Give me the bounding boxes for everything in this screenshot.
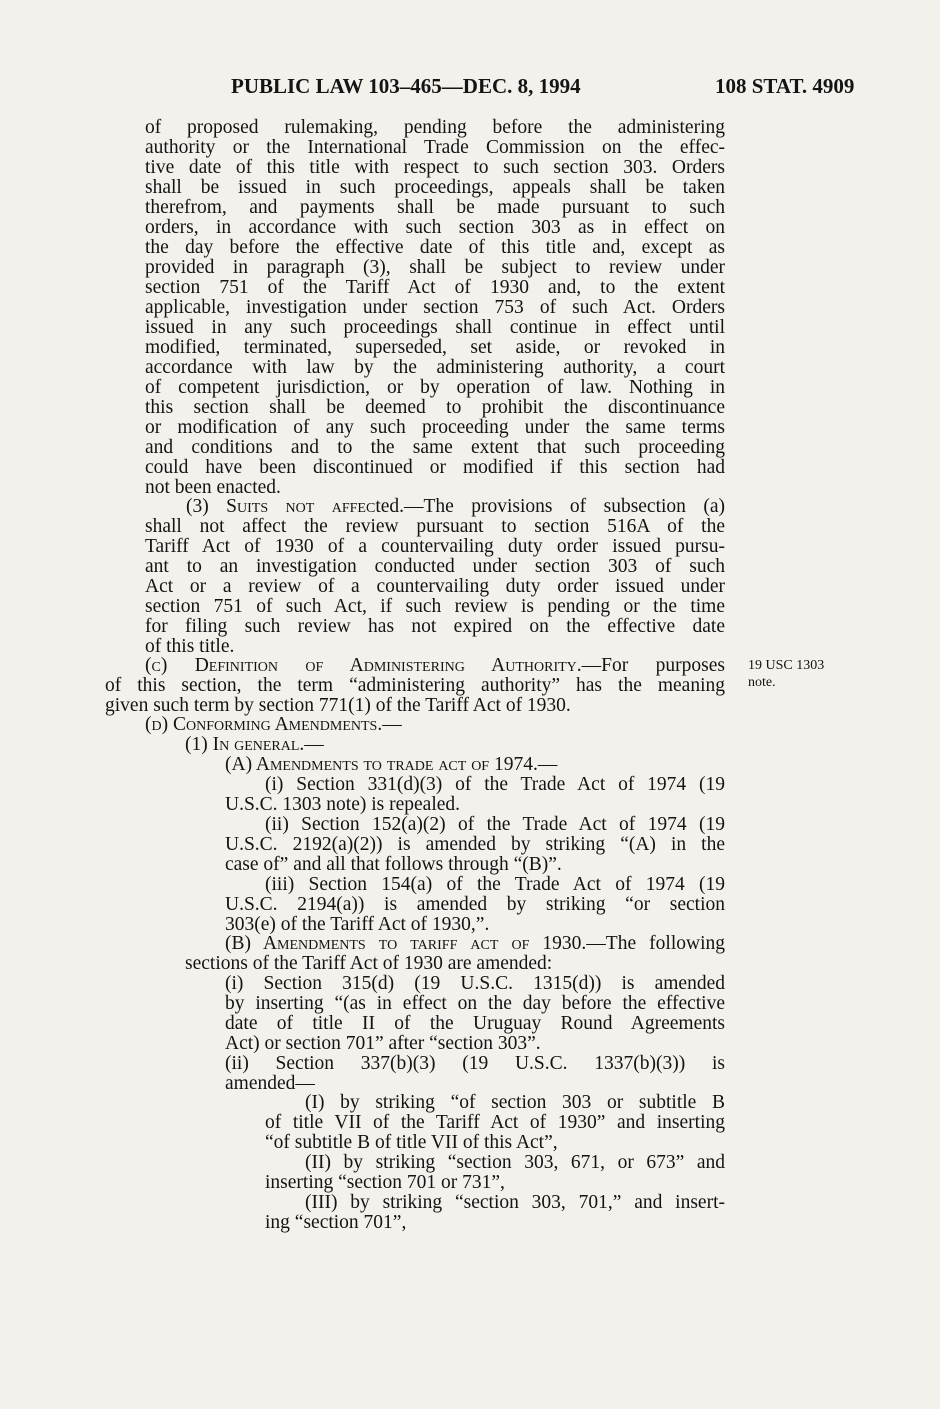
line-text: U.S.C. 2194(a)) is amended by striking “or section: [225, 894, 725, 915]
line-text: [185, 735, 324, 755]
line-text: “of subtitle B of title VII of this Act”,: [265, 1132, 558, 1153]
line-text: of competent jurisdiction, or by operation of law. Nothing in: [145, 377, 725, 398]
line-text: tive date of this title with respect to such section 303. Orders: [145, 157, 725, 178]
line-text: Tariff Act of 1930 of a countervailing duty order issued pursu-: [145, 536, 725, 557]
line-text: could have been discontinued or modified if this section had: [145, 457, 725, 478]
body-line: [105, 994, 725, 1014]
line-text: issued in any such proceedings shall continue in effect until: [145, 317, 725, 338]
body-line: [105, 1153, 725, 1173]
body-line: [105, 597, 725, 617]
body-line: [105, 835, 725, 855]
line-text: of title VII of the Tariff Act of 1930” and inserting: [265, 1112, 725, 1133]
body-line: [105, 1213, 725, 1233]
body-line: [105, 775, 725, 795]
line-text: applicable, investigation under section 753 of such Act. Orders: [145, 297, 725, 318]
subsection-c-definition: [105, 656, 725, 676]
line-text: [145, 715, 402, 735]
body-line: [105, 577, 725, 597]
body-line: [105, 637, 725, 657]
body-line: [105, 875, 725, 895]
body-line: [105, 158, 725, 178]
line-text: the day before the effective date of this title and, except as: [145, 237, 725, 258]
body-line: [105, 795, 725, 815]
line-text: by inserting “(as in effect on the day before the effective: [225, 993, 725, 1014]
body-line: [105, 1113, 725, 1133]
subsection-d-conforming-amendments: [105, 715, 725, 735]
body-line: [105, 1093, 725, 1113]
heading-caption: (B) Amendments to tariff act of 1930.—: [225, 933, 606, 954]
body-line: [105, 398, 725, 418]
line-text: U.S.C. 2192(a)(2)) is amended by striking “(A) in the: [225, 834, 725, 855]
line-text: provided in paragraph (3), shall be subject to review under: [145, 257, 725, 278]
line-text: ant to an investigation conducted under section 303 of such: [145, 556, 725, 577]
body-line: [105, 218, 725, 238]
body-line: [105, 676, 725, 696]
line-text: modified, terminated, superseded, set aside, or revoked in: [145, 337, 725, 358]
body-line: [105, 537, 725, 557]
body-line: [105, 915, 725, 935]
body-line: [105, 318, 725, 338]
line-text: for filing such review has not expired on the effective date: [145, 616, 725, 637]
body-line: [105, 1193, 725, 1213]
heading-caption: (1) In general.—: [185, 734, 324, 755]
line-text: orders, in accordance with such section 303 as in effect on: [145, 217, 725, 238]
body-line: [105, 815, 725, 835]
heading-caption: (A) Amendments to trade act of 1974.: [225, 754, 538, 775]
marginal-citation-note: note.: [748, 675, 776, 690]
running-header-title: PUBLIC LAW 103–465—DEC. 8, 1994: [231, 74, 581, 98]
body-line: [105, 1173, 725, 1193]
line-text: Act or a review of a countervailing duty order issued under: [145, 576, 725, 597]
line-text: U.S.C. 1303 note) is repealed.: [225, 794, 461, 815]
body-line: [105, 418, 725, 438]
body-line: [105, 298, 725, 318]
line-text: amended—: [225, 1073, 315, 1094]
line-text: (3) Suits not affected.—The provisions of subsection (a): [186, 496, 725, 517]
line-text: (B) Amendments to tariff act of 1930.—The following: [225, 933, 725, 954]
line-text: accordance with law by the administering authority, a court: [145, 357, 725, 378]
body-line: [105, 617, 725, 637]
body-line: [105, 338, 725, 358]
subparagraph-b-tariff-act-1930: [105, 934, 725, 954]
body-line: [105, 1074, 725, 1094]
heading-caption: (d) Conforming Amendments.—: [145, 714, 402, 735]
line-text: (i) Section 331(d)(3) of the Trade Act of 1974 (19: [265, 774, 725, 795]
body-line: [105, 238, 725, 258]
body-line: [105, 1133, 725, 1153]
line-text: section 751 of such Act, if such review is pending or the time: [145, 596, 725, 617]
line-text: (c) Definition of Administering Authority.—For purposes: [145, 655, 725, 676]
body-line: [105, 278, 725, 298]
heading-caption: (c) Definition of Administering Authority.—F: [145, 655, 613, 676]
body-line: [105, 895, 725, 915]
body-line: [105, 1014, 725, 1034]
body-line: [105, 855, 725, 875]
body-line: [105, 138, 725, 158]
subparagraph-a-trade-act-1974: [105, 755, 725, 775]
line-text: of proposed rulemaking, pending before the administering: [145, 117, 725, 138]
body-line: [105, 458, 725, 478]
body-line: [105, 478, 725, 498]
line-text: case of” and all that follows through “(B)”.: [225, 854, 562, 875]
line-text: 303(e) of the Tariff Act of 1930,”.: [225, 914, 490, 935]
line-text: (ii) Section 152(a)(2) of the Trade Act of 1974 (19: [265, 814, 725, 835]
body-line: [105, 517, 725, 537]
line-text: shall not affect the review pursuant to section 516A of the: [145, 516, 725, 537]
line-text: given such term by section 771(1) of the Tariff Act of 1930.: [105, 695, 571, 716]
body-line: [105, 198, 725, 218]
line-text: (III) by striking “section 303, 701,” and insert-: [305, 1192, 725, 1213]
line-text: inserting “section 701 or 731”,: [265, 1172, 505, 1193]
line-text: (I) by striking “of section 303 or subtitle B: [305, 1092, 725, 1113]
body-line: [105, 974, 725, 994]
line-text: therefrom, and payments shall be made pursuant to such: [145, 197, 725, 218]
line-text: (A) Amendments to trade act of 1974.—: [225, 754, 558, 775]
body-line: [105, 378, 725, 398]
line-text: Act) or section 701” after “section 303”.: [225, 1033, 541, 1054]
line-text: this section shall be deemed to prohibit the discontinuance: [145, 397, 725, 418]
line-text: not been enacted.: [145, 477, 281, 498]
line-text: of this title.: [145, 636, 235, 657]
body-line: [105, 557, 725, 577]
line-text: sections of the Tariff Act of 1930 are amended:: [185, 953, 553, 974]
line-text: (i) Section 315(d) (19 U.S.C. 1315(d)) is amended: [225, 973, 725, 994]
line-text: and conditions and to the same extent that such proceeding: [145, 437, 725, 458]
line-text: date of title II of the Uruguay Round Agreements: [225, 1013, 725, 1034]
body-line: [105, 438, 725, 458]
line-text: section 751 of the Tariff Act of 1930 and, to the extent: [145, 277, 725, 298]
body-line: [105, 1054, 725, 1074]
body-line: [105, 178, 725, 198]
line-text: shall be issued in such proceedings, appeals shall be taken: [145, 177, 725, 198]
body-line: [105, 358, 725, 378]
line-text: ing “section 701”,: [265, 1212, 407, 1233]
body-line: [105, 1034, 725, 1054]
line-text: authority or the International Trade Commission on the effec-: [145, 137, 725, 158]
line-text: (II) by striking “section 303, 671, or 673” and: [305, 1152, 725, 1173]
running-header-stat-page: 108 STAT. 4909: [715, 74, 855, 98]
body-line: [105, 696, 725, 716]
line-text: (ii) Section 337(b)(3) (19 U.S.C. 1337(b)(3)) is: [225, 1053, 725, 1074]
body-line: [105, 258, 725, 278]
body-line: [105, 118, 725, 138]
body-line: [105, 954, 725, 974]
paragraph-1-in-general: [105, 735, 725, 755]
paragraph-3-suits-not-affected: [105, 497, 725, 517]
line-text: of this section, the term “administering authority” has the meaning: [105, 675, 725, 696]
line-text: or modification of any such proceeding under the same terms: [145, 417, 725, 438]
marginal-citation: 19 USC 1303: [748, 658, 825, 673]
heading-caption: (3) Suits not affec: [186, 496, 376, 517]
line-text: (iii) Section 154(a) of the Trade Act of 1974 (19: [265, 874, 725, 895]
